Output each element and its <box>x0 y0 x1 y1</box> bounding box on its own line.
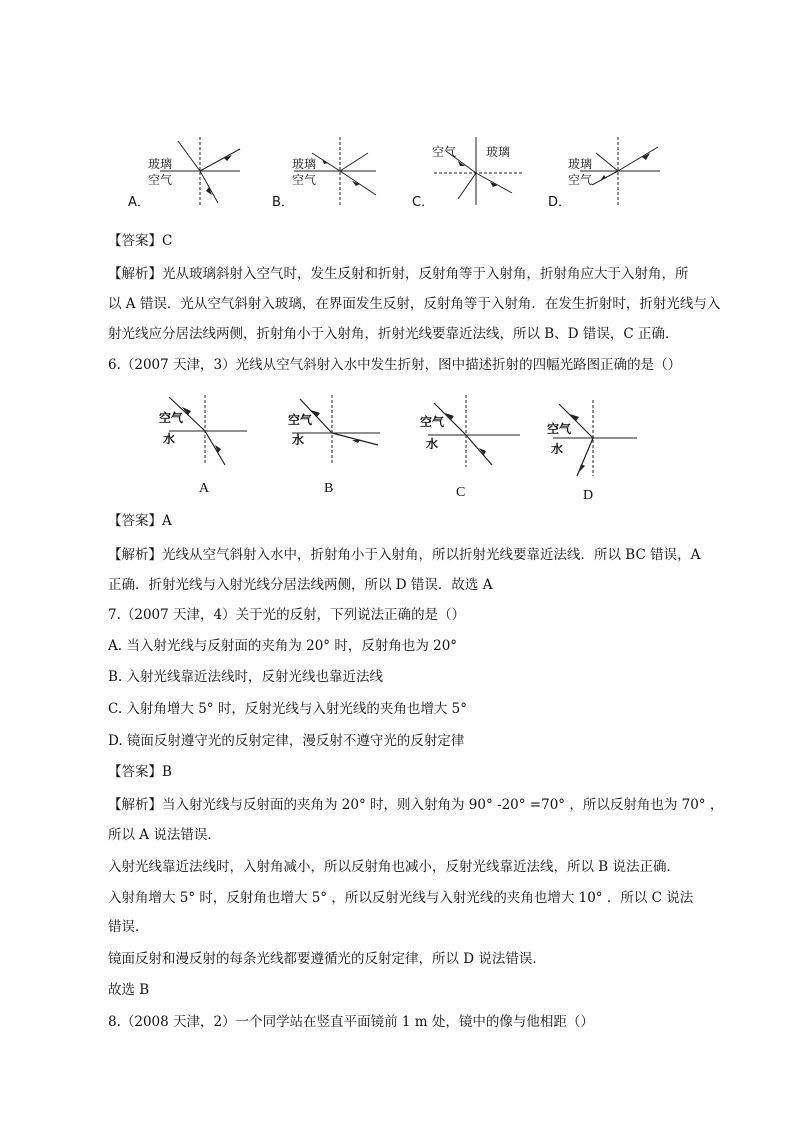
water-label: 水 <box>163 432 176 446</box>
q6-question: 6.（2007 天津，3）光线从空气斜射入水中发生折射，图中描述折射的四幅光路图正确的是（） <box>108 357 682 373</box>
q5-analysis-line2: 以 A 错误．光从空气斜射入玻璃，在界面发生反射，反射角等于入射角．在发生折射时，折射光线与入 <box>108 296 721 312</box>
q5-answer: 【答案】C <box>108 233 173 249</box>
glass-label: 玻璃 <box>486 145 511 159</box>
q7-analysis-line5: 错误． <box>108 919 149 935</box>
option-letter: C <box>456 485 466 500</box>
q6-answer: 【答案】A <box>108 513 172 529</box>
q6-figure-c-diagram <box>418 393 528 469</box>
q7-analysis-line6: 镜面反射和漫反射的每条光线都要遵循光的反射定律，所以 D 说法错误． <box>108 951 546 967</box>
air-label: 空气 <box>420 415 445 429</box>
air-label: 空气 <box>432 145 457 159</box>
air-label: 空气 <box>568 173 593 187</box>
q7-option-b: B. 入射光线靠近法线时，反射光线也靠近法线 <box>108 669 384 685</box>
option-letter: B． <box>272 195 294 210</box>
q6-analysis-line1: 【解析】光线从空气斜射入水中，折射角小于入射角，所以折射光线要靠近法线．所以 BC 错误，A <box>108 547 701 563</box>
q5-figure-a <box>128 133 248 213</box>
water-label: 水 <box>551 442 564 456</box>
q7-analysis-line2: 所以 A 说法错误． <box>108 827 221 843</box>
glass-label: 玻璃 <box>568 157 593 171</box>
option-letter: A <box>199 481 210 496</box>
q7-analysis-line1: 【解析】当入射光线与反射面的夹角为 20° 时，则入射角为 90° -20° =70° ，所以反射角也为 70° ， <box>108 797 724 813</box>
water-label: 水 <box>292 433 305 447</box>
q6-figure-d-diagram <box>545 398 645 478</box>
q7-answer: 【答案】B <box>108 764 172 780</box>
option-letter: D． <box>548 195 572 210</box>
q7-option-a: A. 当入射光线与反射面的夹角为 20° 时，反射角也为 20° <box>108 638 458 654</box>
option-letter: D <box>583 488 594 503</box>
q7-analysis-line3: 入射光线靠近法线时，入射角减小，所以反射角也减小，反射光线靠近法线，所以 B 说法正确． <box>108 859 681 875</box>
air-label: 空气 <box>148 173 173 187</box>
q6-analysis-line2: 正确．折射光线与入射光线分居法线两侧，所以 D 错误．故选 A <box>108 577 493 593</box>
q6-figure-b <box>282 393 382 501</box>
q5-analysis-line3: 射光线应分居法线两侧，折射角小于入射角，折射光线要靠近法线，所以 B、D 错误，C 正确． <box>108 326 679 342</box>
q7-question: 7.（2007 天津，4）关于光的反射，下列说法正确的是（） <box>108 607 466 623</box>
option-letter: B <box>324 481 334 496</box>
air-label: 空气 <box>159 411 184 425</box>
q7-conclusion: 故选 B <box>108 982 150 998</box>
air-label: 空气 <box>547 422 572 436</box>
q7-option-d: D. 镜面反射遵守光的反射定律，漫反射不遵守光的反射定律 <box>108 733 465 749</box>
q6-figure-d <box>545 398 645 506</box>
q8-question: 8.（2008 天津，2）一个同学站在竖直平面镜前 1 m 处，镜中的像与他相距（） <box>108 1014 594 1030</box>
glass-label: 玻璃 <box>148 157 173 171</box>
q7-option-c: C. 入射角增大 5° 时，反射光线与入射光线的夹角也增大 5° <box>108 701 467 717</box>
q6-figure-c <box>418 393 528 501</box>
q5-figure-b <box>272 133 392 213</box>
air-label: 空气 <box>288 413 313 427</box>
q5-figure-c <box>412 133 532 213</box>
q5-figure-d <box>548 133 668 213</box>
q6-figure-a <box>155 393 255 501</box>
q7-analysis-line4: 入射角增大 5° 时，反射角也增大 5° ，所以反射光线与入射光线的夹角也增大 10° ．所以 C 说法 <box>108 890 694 906</box>
q5-analysis-line1: 【解析】光从玻璃斜射入空气时，发生反射和折射，反射角等于入射角，折射角应大于入射角，所 <box>108 266 689 282</box>
air-label: 空气 <box>292 173 317 187</box>
water-label: 水 <box>426 437 439 451</box>
option-letter: A． <box>128 195 150 210</box>
glass-label: 玻璃 <box>292 157 317 171</box>
option-letter: C． <box>412 195 435 210</box>
